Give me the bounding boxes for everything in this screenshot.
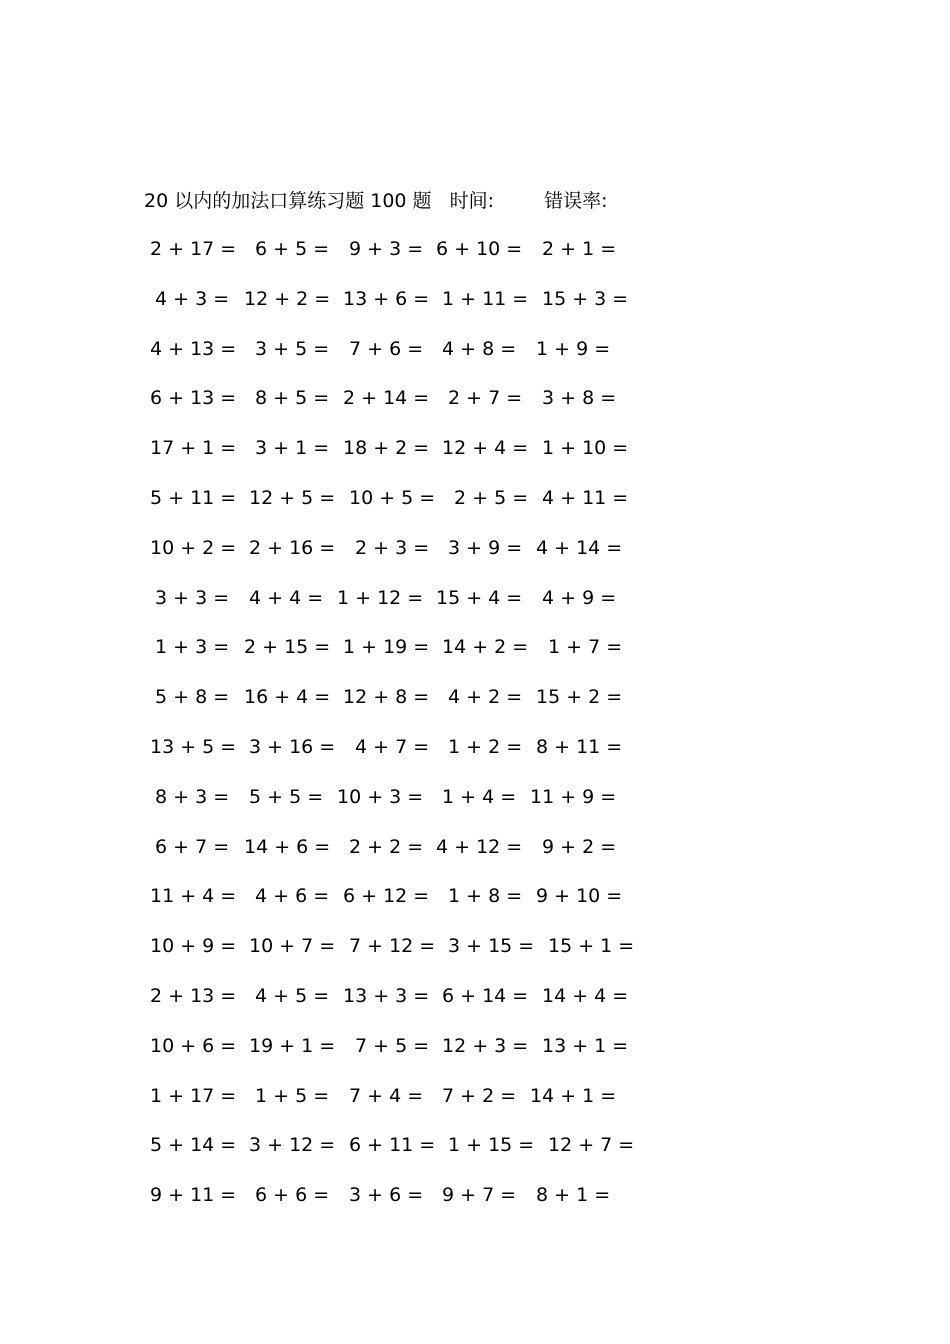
problem-row: [144, 1081, 644, 1131]
problem-item: 6 + 6 =: [255, 1184, 330, 1207]
problem-item: 2 + 14 =: [343, 387, 430, 410]
time-label: 时间:: [449, 190, 495, 212]
problem-item: 1 + 9 =: [536, 337, 611, 360]
problem-item: 3 + 12 =: [249, 1134, 336, 1157]
problem-item: 6 + 12 =: [343, 885, 430, 908]
problem-row: [144, 981, 644, 1031]
problem-item: 8 + 3 =: [155, 785, 230, 808]
problem-item: 12 + 5 =: [249, 486, 336, 509]
problem-item: 14 + 6 =: [244, 835, 331, 858]
problem-item: 14 + 2 =: [442, 636, 529, 659]
problem-item: 1 + 17 =: [150, 1084, 237, 1107]
problem-item: 5 + 5 =: [249, 785, 324, 808]
problem-item: 2 + 13 =: [150, 984, 237, 1007]
problem-item: 4 + 2 =: [448, 686, 523, 709]
problem-item: 13 + 6 =: [343, 287, 430, 310]
problem-item: 1 + 5 =: [255, 1084, 330, 1107]
problem-item: 6 + 7 =: [155, 835, 230, 858]
problem-row: [144, 682, 644, 732]
problem-item: 11 + 4 =: [150, 885, 237, 908]
problem-item: 7 + 12 =: [349, 935, 436, 958]
problem-row: [144, 1130, 644, 1180]
problem-row: [144, 583, 644, 633]
problem-row: [144, 383, 644, 433]
problem-item: 5 + 8 =: [155, 686, 230, 709]
problem-item: 3 + 9 =: [448, 536, 523, 559]
problem-item: 4 + 11 =: [542, 486, 629, 509]
problem-item: 4 + 3 =: [155, 287, 230, 310]
problem-item: 9 + 11 =: [150, 1184, 237, 1207]
problem-item: 4 + 6 =: [255, 885, 330, 908]
problem-row: [144, 931, 644, 981]
problem-item: 8 + 11 =: [536, 735, 623, 758]
problem-item: 7 + 6 =: [349, 337, 424, 360]
problem-item: 1 + 7 =: [548, 636, 623, 659]
problem-row: [144, 334, 644, 384]
problem-row: [144, 832, 644, 882]
problem-item: 4 + 13 =: [150, 337, 237, 360]
problem-item: 12 + 2 =: [244, 287, 331, 310]
problem-item: 6 + 13 =: [150, 387, 237, 410]
problem-item: 18 + 2 =: [343, 437, 430, 460]
problem-item: 3 + 1 =: [255, 437, 330, 460]
problem-item: 12 + 4 =: [442, 437, 529, 460]
problem-item: 14 + 4 =: [542, 984, 629, 1007]
problem-item: 7 + 2 =: [442, 1084, 517, 1107]
problem-item: 2 + 17 =: [150, 238, 237, 260]
problem-item: 12 + 7 =: [548, 1134, 635, 1157]
problem-item: 12 + 3 =: [442, 1034, 529, 1057]
problem-item: 3 + 5 =: [255, 337, 330, 360]
problem-item: 13 + 3 =: [343, 984, 430, 1007]
problem-item: 10 + 7 =: [249, 935, 336, 958]
problem-item: 15 + 4 =: [436, 586, 523, 609]
problem-item: 1 + 10 =: [542, 437, 629, 460]
problem-item: 15 + 1 =: [548, 935, 635, 958]
problem-item: 2 + 16 =: [249, 536, 336, 559]
problem-row: [144, 284, 644, 334]
problem-item: 1 + 3 =: [155, 636, 230, 659]
problem-item: 17 + 1 =: [150, 437, 237, 460]
problem-item: 1 + 2 =: [448, 735, 523, 758]
problem-item: 10 + 5 =: [349, 486, 436, 509]
problem-row: [144, 881, 644, 931]
problem-item: 8 + 5 =: [255, 387, 330, 410]
problem-item: 4 + 12 =: [436, 835, 523, 858]
problem-item: 3 + 8 =: [542, 387, 617, 410]
problem-item: 2 + 3 =: [355, 536, 430, 559]
problem-item: 6 + 11 =: [349, 1134, 436, 1157]
problem-item: 10 + 2 =: [150, 536, 237, 559]
problem-item: 1 + 8 =: [448, 885, 523, 908]
problem-item: 1 + 4 =: [442, 785, 517, 808]
problem-item: 15 + 2 =: [536, 686, 623, 709]
problem-item: 14 + 1 =: [530, 1084, 617, 1107]
problem-row: [144, 632, 644, 682]
problem-item: 11 + 9 =: [530, 785, 617, 808]
problem-item: 4 + 4 =: [249, 586, 324, 609]
problem-item: 19 + 1 =: [249, 1034, 336, 1057]
problem-row: [144, 732, 644, 782]
problem-item: 6 + 10 =: [436, 238, 523, 260]
problem-item: 3 + 6 =: [349, 1184, 424, 1207]
problem-item: 4 + 14 =: [536, 536, 623, 559]
problem-grid: [144, 234, 644, 1230]
problem-item: 10 + 6 =: [150, 1034, 237, 1057]
problem-item: 10 + 3 =: [337, 785, 424, 808]
problem-item: 9 + 3 =: [349, 238, 424, 260]
problem-item: 9 + 2 =: [542, 835, 617, 858]
problem-item: 2 + 15 =: [244, 636, 331, 659]
problem-item: 5 + 11 =: [150, 486, 237, 509]
problem-item: 3 + 3 =: [155, 586, 230, 609]
problem-item: 5 + 14 =: [150, 1134, 237, 1157]
problem-row: [144, 1031, 644, 1081]
problem-row: [144, 483, 644, 533]
problem-item: 16 + 4 =: [244, 686, 331, 709]
problem-item: 1 + 11 =: [442, 287, 529, 310]
problem-item: 2 + 2 =: [349, 835, 424, 858]
problem-row: [144, 533, 644, 583]
problem-item: 1 + 19 =: [343, 636, 430, 659]
problem-item: 7 + 5 =: [355, 1034, 430, 1057]
problem-item: 3 + 16 =: [249, 735, 336, 758]
problem-item: 15 + 3 =: [542, 287, 629, 310]
problem-item: 6 + 5 =: [255, 238, 330, 260]
problem-item: 10 + 9 =: [150, 935, 237, 958]
problem-item: 4 + 8 =: [442, 337, 517, 360]
problem-item: 3 + 15 =: [448, 935, 535, 958]
problem-item: 7 + 4 =: [349, 1084, 424, 1107]
problem-item: 8 + 1 =: [536, 1184, 611, 1207]
problem-item: 1 + 15 =: [448, 1134, 535, 1157]
problem-item: 9 + 7 =: [442, 1184, 517, 1207]
problem-item: 13 + 1 =: [542, 1034, 629, 1057]
problem-item: 6 + 14 =: [442, 984, 529, 1007]
problem-row: [144, 433, 644, 483]
problem-item: 4 + 9 =: [542, 586, 617, 609]
problem-item: 2 + 7 =: [448, 387, 523, 410]
problem-item: 12 + 8 =: [343, 686, 430, 709]
problem-item: 9 + 10 =: [536, 885, 623, 908]
problem-item: 2 + 5 =: [454, 486, 529, 509]
problem-item: 1 + 12 =: [337, 586, 424, 609]
problem-row: [144, 234, 644, 284]
error-rate-label: 错误率:: [544, 190, 608, 212]
problem-row: [144, 1180, 644, 1230]
worksheet-header: [144, 186, 607, 216]
problem-item: 4 + 7 =: [355, 735, 430, 758]
problem-row: [144, 782, 644, 832]
problem-item: 2 + 1 =: [542, 238, 617, 260]
problem-item: 13 + 5 =: [150, 735, 237, 758]
problem-item: 4 + 5 =: [255, 984, 330, 1007]
worksheet-title: 20 以内的加法口算练习题 100 题: [144, 190, 432, 212]
